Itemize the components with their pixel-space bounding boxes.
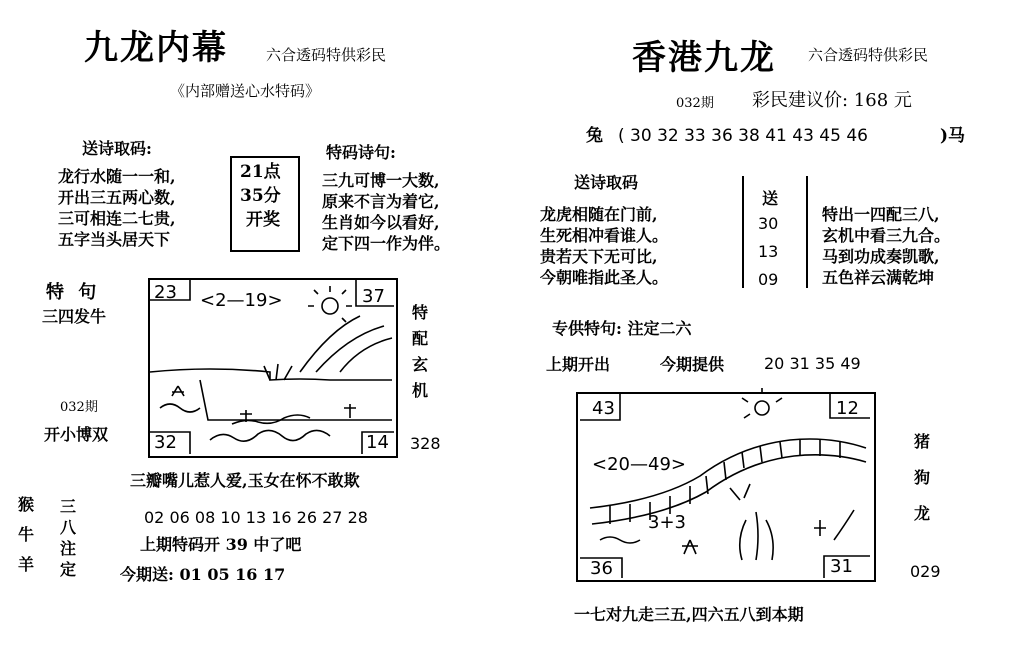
- right-special-line: 马到功成奏凯歌,: [822, 247, 940, 266]
- right-middle-note: 3+3: [648, 512, 686, 533]
- right-title: 香港九龙: [632, 38, 776, 78]
- vertical-char: 特: [411, 303, 428, 322]
- zhuding-char: 注: [59, 539, 76, 558]
- left-corner-bl: 32: [154, 432, 177, 453]
- right-poem-line: 龙虎相随在门前,: [540, 205, 658, 224]
- zodiac-char: 狗: [913, 468, 930, 487]
- left-poem-line: 五字当头居天下: [58, 230, 171, 249]
- right-corner-tl: 43: [592, 398, 615, 419]
- draw-label: 开奖: [246, 210, 280, 230]
- left-tagline: 《内部赠送心水特码》: [170, 82, 321, 100]
- last-open-label: 上期开出: [546, 355, 611, 374]
- left-poem-heading: 送诗取码:: [82, 139, 152, 158]
- left-number-list: 02 06 08 10 13 16 26 27 28: [144, 508, 368, 527]
- zodiac-char: 牛: [17, 525, 34, 544]
- zodiac-char: 猴: [17, 495, 34, 514]
- left-corner-tr: 37: [362, 286, 385, 307]
- te-ju-value: 三四发牛: [42, 307, 107, 326]
- right-special-line: 五色祥云满乾坤: [822, 268, 935, 287]
- right-subtitle: 六合透码特供彩民: [808, 46, 929, 64]
- right-corner-bl: 36: [590, 558, 613, 579]
- special-line: 生肖如今以看好,: [322, 213, 440, 232]
- left-poem-line: 龙行水随一一和,: [58, 167, 176, 186]
- left-corner-tl: 23: [154, 282, 177, 303]
- left-issue: 032期: [60, 400, 98, 415]
- special-line: 原来不言为着它,: [322, 192, 440, 211]
- zhuding-char: 三: [59, 497, 76, 516]
- right-poem-heading: 送诗取码: [574, 173, 639, 192]
- send-number: 13: [758, 242, 779, 261]
- left-poem-line: 开出三五两心数,: [58, 188, 176, 207]
- kai-xiao: 开小博双: [44, 425, 109, 444]
- zodiac-char: 龙: [913, 504, 930, 523]
- send-number: 09: [758, 270, 779, 289]
- left-title: 九龙内幕: [84, 28, 228, 68]
- send-label: 送: [762, 189, 779, 208]
- right-poem-line: 生死相冲看谁人。: [540, 226, 669, 245]
- vertical-char: 玄: [411, 355, 428, 374]
- provide-numbers: 20 31 35 49: [764, 354, 861, 373]
- left-poem-line: 三可相连二七贵,: [58, 209, 176, 228]
- right-special-line: 特出一四配三八,: [822, 205, 940, 224]
- right-special-line: 玄机中看三九合。: [822, 226, 951, 245]
- special-heading: 特码诗句:: [326, 143, 396, 162]
- right-corner-br: 31: [830, 556, 853, 577]
- right-poem-line: 贵若天下无可比,: [540, 247, 658, 266]
- left-subtitle: 六合透码特供彩民: [266, 46, 387, 64]
- left-slogan: 三瓣嘴儿惹人爱,玉女在怀不敢欺: [130, 471, 360, 490]
- right-issue: 032期: [676, 96, 714, 111]
- left-range-note: <2—19>: [200, 290, 283, 311]
- zodiac-char: 猪: [913, 432, 930, 451]
- special-ju: 专供特句: 注定二六: [552, 319, 692, 338]
- right-footer: 一七对九走三五,四六五八到本期: [574, 605, 804, 624]
- horse-label: )马: [940, 126, 966, 146]
- right-corner-tr: 12: [836, 398, 859, 419]
- vertical-char: 配: [411, 329, 428, 348]
- code-328: 328: [410, 434, 441, 453]
- zodiac-char: 羊: [17, 555, 34, 574]
- left-corner-br: 14: [366, 432, 389, 453]
- special-line: 定下四一作为伴。: [322, 234, 451, 253]
- send-number: 30: [758, 214, 779, 233]
- right-zodiac: [912, 424, 932, 532]
- special-line: 三九可博一大数,: [322, 171, 440, 190]
- left-last-issue: 上期特码开 39 中了吧: [140, 535, 302, 554]
- draw-time-minute: 35分: [240, 186, 281, 206]
- range-numbers: ( 30 32 33 36 38 41 43 45 46: [618, 126, 868, 146]
- sun-icon: [755, 401, 769, 415]
- te-ju-heading: 特 句: [46, 282, 101, 303]
- code-029: 029: [910, 562, 941, 581]
- left-today-send: 今期送: 01 05 16 17: [120, 565, 286, 584]
- zhuding-char: 定: [59, 560, 76, 579]
- right-range-note: <20—49>: [592, 454, 686, 475]
- right-poem-line: 今朝唯指此圣人。: [540, 268, 669, 287]
- zhuding-char: 八: [59, 518, 76, 537]
- rabbit-label: 兔: [586, 126, 603, 146]
- vertical-char: 机: [411, 381, 428, 400]
- today-provide-label: 今期提供: [660, 355, 725, 374]
- draw-time-hour: 21点: [240, 162, 281, 182]
- right-price: 彩民建议价: 168 元: [752, 90, 912, 111]
